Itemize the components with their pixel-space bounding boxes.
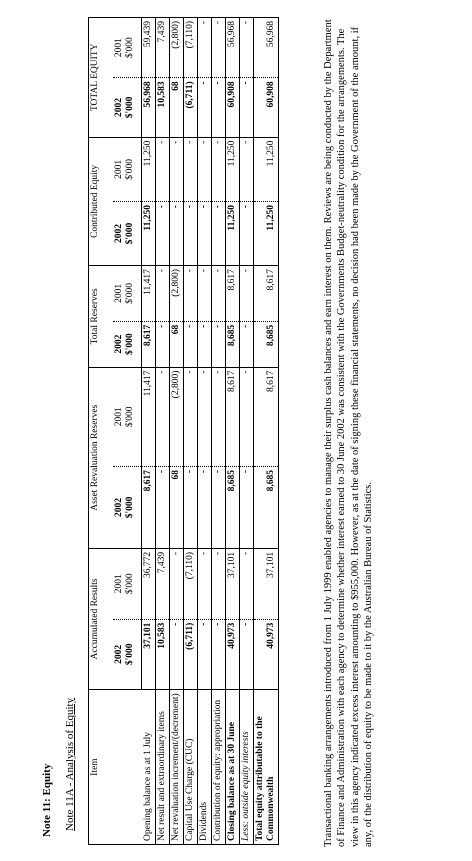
year-header (113, 367, 142, 466)
unit-label: $'000 (125, 333, 135, 355)
year-header (113, 321, 142, 367)
value-cell: (2,800) (170, 266, 184, 322)
value-cell: 60,908 (254, 78, 279, 137)
value-cell: 56,968 (254, 18, 279, 78)
value-cell: - (156, 266, 170, 322)
value-cell: (6,711) (184, 78, 198, 137)
value-cell: 8,617 (142, 321, 156, 367)
table-row (226, 18, 240, 845)
value-cell: - (212, 202, 226, 266)
value-cell: - (212, 78, 226, 137)
value-cell: - (156, 466, 170, 548)
value-cell: 10,583 (156, 619, 170, 689)
year-header (113, 137, 142, 201)
value-cell: - (156, 202, 170, 266)
value-cell: 40,973 (226, 619, 240, 689)
year-label: 2001 (114, 283, 124, 303)
row-label: Dividends (198, 690, 212, 845)
unit-label: $'000 (125, 222, 135, 245)
value-cell: (6,711) (184, 619, 198, 689)
year-header (113, 78, 142, 137)
year-header (113, 18, 142, 78)
value-cell: - (198, 78, 212, 137)
value-cell: 36,772 (142, 548, 156, 619)
value-cell: - (240, 619, 254, 689)
value-cell: - (170, 202, 184, 266)
value-cell: 11,417 (142, 367, 156, 466)
item-header: Item (89, 690, 142, 845)
value-cell: 40,973 (254, 619, 279, 689)
value-cell: - (240, 321, 254, 367)
value-cell: - (240, 137, 254, 201)
value-cell: - (212, 466, 226, 548)
value-cell: - (170, 548, 184, 619)
value-cell: - (198, 137, 212, 201)
year-header (113, 202, 142, 266)
value-cell: 11,250 (254, 137, 279, 201)
table-body (142, 18, 279, 845)
value-cell: 8,617 (142, 466, 156, 548)
value-cell: 8,617 (254, 266, 279, 322)
table-row (212, 18, 226, 845)
value-cell: - (240, 202, 254, 266)
row-label: Net revaluation increment/(decrement) (170, 690, 184, 845)
value-cell: 56,968 (142, 78, 156, 137)
value-cell: - (170, 619, 184, 689)
value-cell: 11,417 (142, 266, 156, 322)
value-cell: 56,968 (226, 18, 240, 78)
value-cell: - (212, 619, 226, 689)
value-cell: 59,439 (142, 18, 156, 78)
value-cell: 8,685 (254, 466, 279, 548)
value-cell: - (212, 321, 226, 367)
row-label: Opening balance as at 1 July (142, 690, 156, 845)
value-cell: 11,250 (226, 202, 240, 266)
note-subtitle: Note 11A - Analysis of Equity (64, 697, 76, 831)
value-cell: - (184, 367, 198, 466)
unit-label: $'000 (125, 37, 135, 59)
value-cell: - (198, 367, 212, 466)
group-header: TOTAL EQUITY (89, 18, 114, 138)
year-header (113, 466, 142, 548)
table-row (240, 18, 254, 845)
value-cell: - (240, 266, 254, 322)
equity-table (88, 17, 279, 845)
value-cell: - (184, 266, 198, 322)
row-label: Total equity attributable to the Commonwealth (254, 690, 279, 845)
value-cell: - (198, 321, 212, 367)
value-cell: - (170, 137, 184, 201)
footnote: Transactional banking arrangements introduced from 1 July 1999 enabled agencies to manage their surplus cash balances and earn interest on them. Reviews are being conducted by the Department of Finance and Administration with each agency to determine whether interest earned to 30 June 2002 was consistent with the Governments Budget-neutrality condition for the arrangements. The view in this agency indicated excess interest amounting to $955,000. However, as at the date of signing these financial statements, no decision had been made by the Government of the amount, if any, of the distribution of equity to be made to it by the Australian Bureau of Statistics. (323, 19, 374, 847)
value-cell: - (240, 367, 254, 466)
table-row (254, 18, 279, 845)
value-cell: - (156, 321, 170, 367)
value-cell: 37,101 (142, 619, 156, 689)
year-label: 2002 (114, 497, 124, 517)
value-cell: - (212, 367, 226, 466)
value-cell: - (184, 202, 198, 266)
value-cell: - (184, 466, 198, 548)
value-cell: 68 (170, 466, 184, 548)
year-label: 2001 (114, 574, 124, 594)
value-cell: - (240, 466, 254, 548)
row-label: Closing balance as at 30 June (226, 690, 240, 845)
value-cell: - (156, 367, 170, 466)
note-title: Note 11: Equity (41, 763, 53, 837)
value-cell: 68 (170, 321, 184, 367)
value-cell: 8,685 (226, 321, 240, 367)
value-cell: 11,250 (142, 137, 156, 201)
value-cell: 8,685 (226, 466, 240, 548)
unit-label: $'000 (125, 496, 135, 519)
group-header-row (89, 18, 114, 845)
value-cell: - (198, 266, 212, 322)
table-row (156, 18, 170, 845)
value-cell: 8,617 (254, 367, 279, 466)
year-label: 2002 (114, 224, 124, 244)
row-label: Capital Use Charge (CUC) (184, 690, 198, 845)
unit-label: $'000 (125, 573, 135, 595)
value-cell: - (198, 466, 212, 548)
year-label: 2002 (114, 644, 124, 664)
value-cell: - (198, 202, 212, 266)
value-cell: (2,800) (170, 367, 184, 466)
value-cell: - (198, 619, 212, 689)
value-cell: - (156, 137, 170, 201)
year-header (113, 548, 142, 619)
value-cell: 11,250 (254, 202, 279, 266)
group-header: Accumulated Results (89, 548, 114, 689)
table-row (142, 18, 156, 845)
value-cell: 68 (170, 78, 184, 137)
unit-label: $'000 (125, 96, 135, 119)
value-cell: (2,800) (170, 18, 184, 78)
value-cell: - (198, 18, 212, 78)
value-cell: 7,439 (156, 18, 170, 78)
value-cell: 8,685 (254, 321, 279, 367)
value-cell: 11,250 (226, 137, 240, 201)
year-label: 2001 (114, 38, 124, 58)
value-cell: - (184, 321, 198, 367)
value-cell: - (212, 548, 226, 619)
row-label: Less: outside equity interests (240, 690, 254, 845)
value-cell: 37,101 (226, 548, 240, 619)
value-cell: - (212, 137, 226, 201)
unit-label: $'000 (125, 643, 135, 666)
row-label: Contribution of equity: appropriation (212, 690, 226, 845)
unit-label: $'000 (125, 406, 135, 428)
value-cell: 37,101 (254, 548, 279, 619)
table-row (170, 18, 184, 845)
value-cell: - (184, 137, 198, 201)
value-cell: - (240, 548, 254, 619)
unit-label: $'000 (125, 158, 135, 180)
year-header (113, 619, 142, 689)
value-cell: - (240, 78, 254, 137)
year-label: 2001 (114, 159, 124, 179)
table-row (184, 18, 198, 845)
year-label: 2002 (114, 334, 124, 354)
value-cell: 8,617 (226, 367, 240, 466)
year-label: 2002 (114, 97, 124, 117)
year-label: 2001 (114, 407, 124, 427)
value-cell: - (212, 18, 226, 78)
value-cell: - (240, 18, 254, 78)
value-cell: 7,439 (156, 548, 170, 619)
table-row (198, 18, 212, 845)
value-cell: 11,250 (142, 202, 156, 266)
unit-label: $'000 (125, 283, 135, 304)
value-cell: (7,110) (184, 548, 198, 619)
value-cell: 10,583 (156, 78, 170, 137)
value-cell: 8,617 (226, 266, 240, 322)
group-header: Total Reserves (89, 266, 114, 368)
row-label: Net result and extraordinary items (156, 690, 170, 845)
value-cell: (7,110) (184, 18, 198, 78)
year-header (113, 266, 142, 322)
group-header: Asset Revaluation Reserves (89, 367, 114, 548)
value-cell: - (198, 548, 212, 619)
value-cell: - (212, 266, 226, 322)
group-header: Contributed Equity (89, 137, 114, 265)
value-cell: 60,908 (226, 78, 240, 137)
